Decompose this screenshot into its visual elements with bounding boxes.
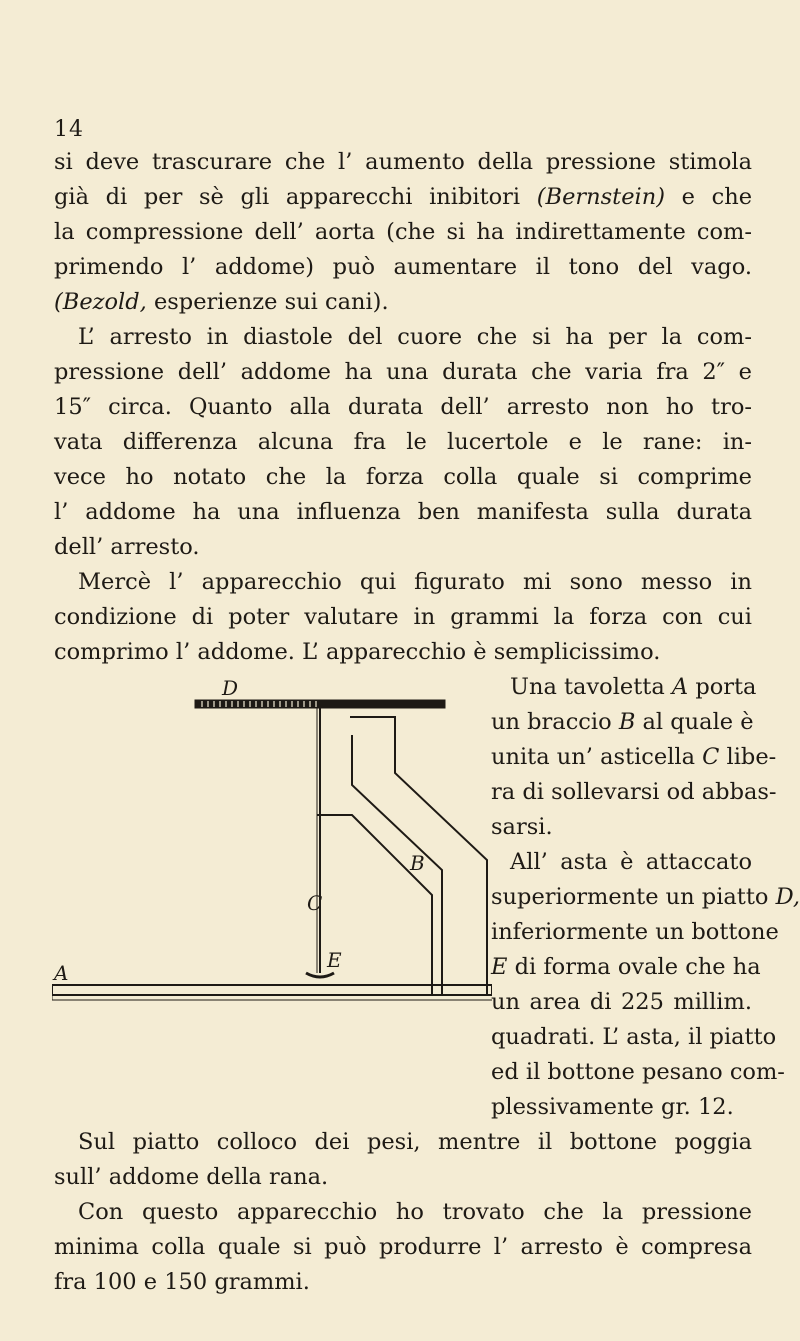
text-line: L’ arresto in diastole del cuore che si ha per la com- <box>78 324 752 350</box>
text-line: inferiormente un bottone <box>491 919 779 945</box>
text-line: (Bezold, esperienze sui cani). <box>54 289 389 315</box>
text-line: condizione di poter valutare in grammi la forza con cui <box>54 604 752 630</box>
text-line: si deve trascurare che l’ aumento della pressione stimola <box>54 149 752 175</box>
label-e: E <box>327 948 342 972</box>
text-line: 15″ circa. Quanto alla durata dell’ arresto non ho tro- <box>54 394 752 420</box>
text-line: vece ho notato che la forza colla quale si comprime <box>54 464 752 490</box>
text-line: sarsi. <box>491 814 553 840</box>
text-line: fra 100 e 150 grammi. <box>54 1269 310 1295</box>
citation-bezold: (Bezold, <box>54 289 147 315</box>
text-line: pressione dell’ addome ha una durata che varia fra 2″ e <box>54 359 752 385</box>
text-line: l’ addome ha una influenza ben manifesta sulla durata <box>54 499 752 525</box>
text-line: comprimo l’ addome. L’ apparecchio è semplicissimo. <box>54 639 661 665</box>
text-line: Con questo apparecchio ho trovato che la pressione <box>78 1199 752 1225</box>
text-line: E di forma ovale che ha <box>491 954 761 980</box>
text-line: Sul piatto colloco dei pesi, mentre il bottone poggia <box>78 1129 752 1155</box>
label-c: C <box>307 891 323 915</box>
apparatus-diagram <box>52 655 492 1005</box>
text-line: minima colla quale si può produrre l’ arresto è compresa <box>54 1234 752 1260</box>
button-e <box>306 973 334 977</box>
text-line: già di per sè gli apparecchi inibitori (Bernstein) e che <box>54 184 753 210</box>
text-line: un braccio B al quale è <box>491 709 754 735</box>
text-line: la compressione dell’ aorta (che si ha indirettamente com- <box>54 219 752 245</box>
text-line: Mercè l’ apparecchio qui figurato mi sono messo in <box>78 569 752 595</box>
text-line: un area di 225 millim. <box>491 989 752 1015</box>
text-line: ed il bottone pesano com- <box>491 1059 785 1085</box>
board-a <box>52 985 492 995</box>
label-a: A <box>54 961 69 985</box>
text-line: sull’ addome della rana. <box>54 1164 329 1190</box>
text-line: dell’ arresto. <box>54 534 200 560</box>
text-line: unita un’ asticella C libe- <box>491 744 777 770</box>
text-line: superiormente un piatto D, <box>491 884 800 910</box>
text-line: plessivamente gr. 12. <box>491 1094 734 1120</box>
text-line: primendo l’ addome) può aumentare il tono del vago. <box>54 254 752 280</box>
text-line: quadrati. L’ asta, il piatto <box>491 1024 777 1050</box>
label-d: D <box>222 676 239 700</box>
text-line: Una tavoletta A porta <box>510 674 757 700</box>
text-line: vata differenza alcuna fra le lucertole e le rane: in- <box>54 429 752 455</box>
apparatus-figure <box>52 655 492 1005</box>
citation-bernstein: (Bernstein) <box>536 184 666 210</box>
text-line: ra di sollevarsi od abbas- <box>491 779 777 805</box>
label-b: B <box>410 851 425 875</box>
page-number: 14 <box>54 117 84 142</box>
text-line: All’ asta è attaccato <box>510 849 752 875</box>
